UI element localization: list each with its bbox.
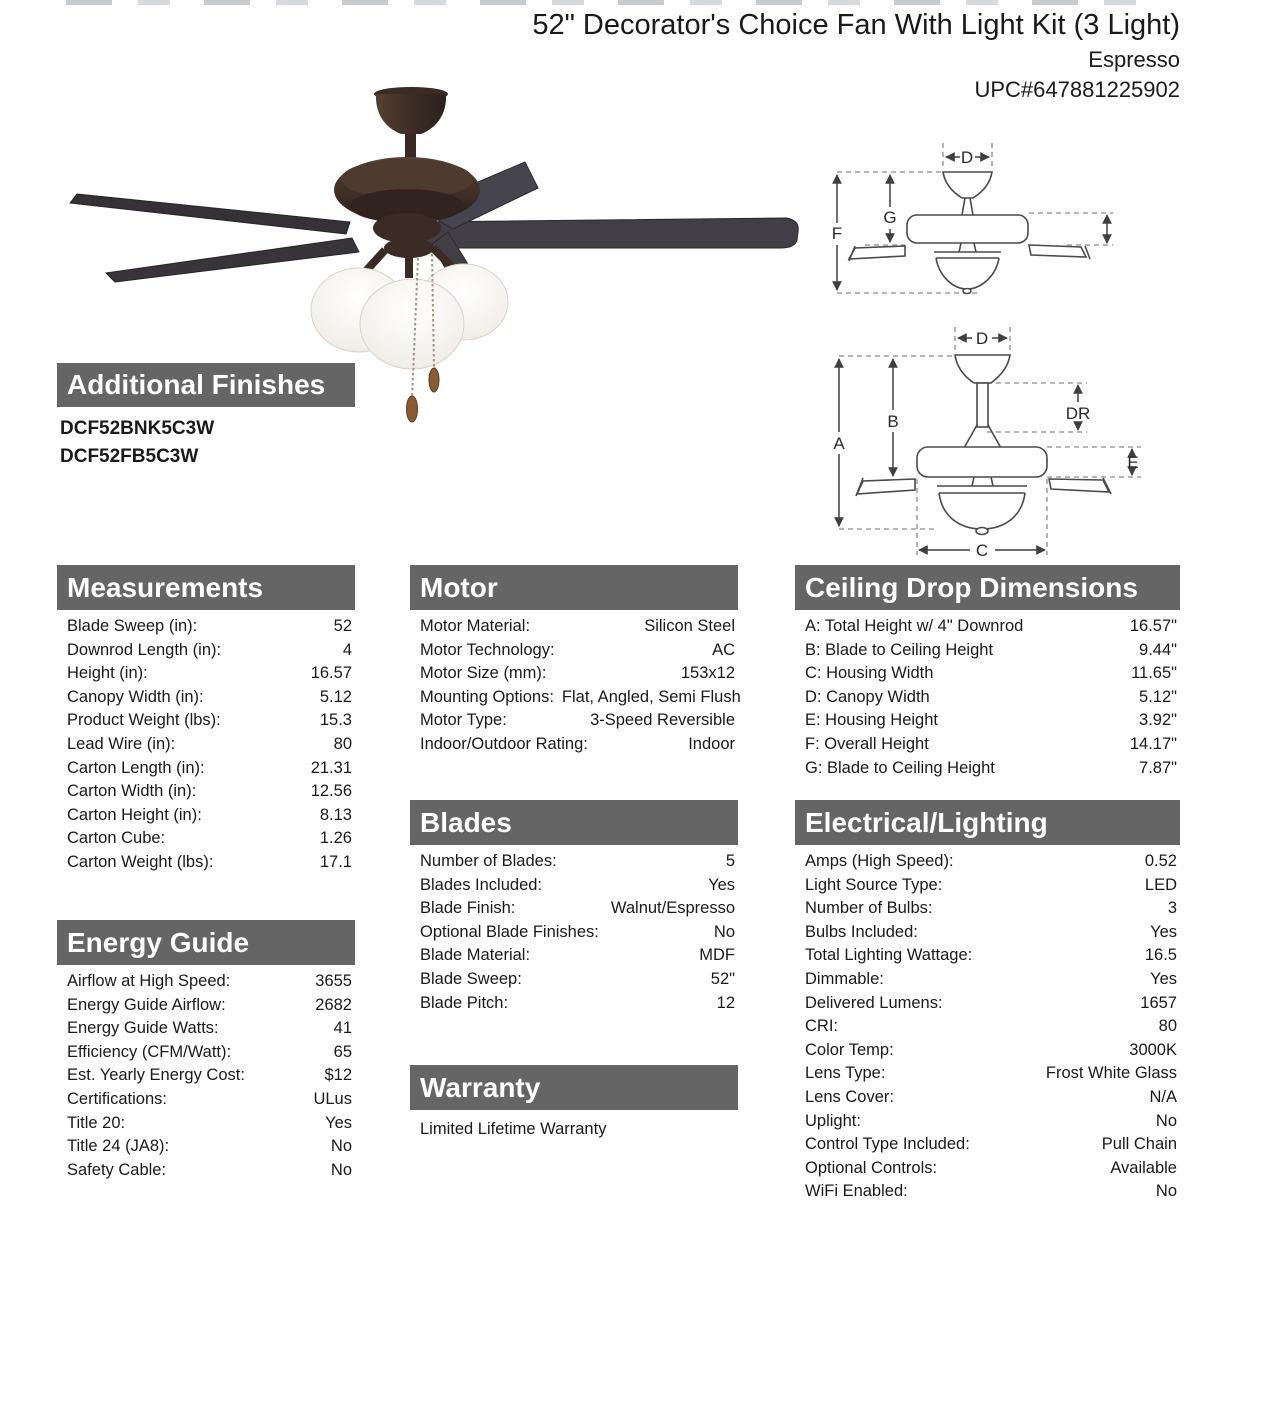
spec-row — [57, 1112, 355, 1136]
spec-value: 0.52 — [1144, 852, 1177, 870]
spec-value: 15.3 — [319, 711, 352, 730]
spec-label: Optional Blade Finishes: — [420, 922, 599, 941]
spec-row — [410, 992, 738, 1016]
spec-label: Lens Cover: — [805, 1087, 894, 1106]
spec-row — [57, 709, 355, 733]
motor-header: Motor — [410, 565, 738, 610]
spec-label: Indoor/Outdoor Rating: — [420, 734, 588, 753]
spec-row — [57, 804, 355, 828]
spec-value: 3 — [1167, 899, 1177, 918]
spec-row — [57, 1159, 355, 1183]
dim-label-f: F — [831, 224, 843, 243]
spec-label: Efficiency (CFM/Watt): — [67, 1042, 232, 1061]
spec-label: Total Lighting Wattage: — [805, 946, 973, 965]
spec-value: ULus — [313, 1089, 352, 1108]
spec-value: 11.65" — [1131, 664, 1177, 683]
spec-value: 7.87" — [1139, 758, 1177, 777]
blades-table — [410, 800, 738, 1015]
spec-row — [410, 733, 738, 757]
spec-label: Amps (High Speed): — [805, 852, 954, 870]
spec-label: Motor Material: — [420, 617, 531, 635]
spec-value: N/A — [1149, 1087, 1177, 1106]
spec-row — [57, 827, 355, 851]
spec-row — [410, 968, 738, 992]
spec-row — [57, 1135, 355, 1159]
spec-value: 16.57" — [1129, 617, 1177, 635]
additional-finishes-header: Additional Finishes — [57, 363, 355, 407]
spec-label: Delivered Lumens: — [805, 993, 943, 1012]
spec-value: 3655 — [315, 972, 352, 990]
spec-label: Carton Width (in): — [67, 782, 197, 801]
spec-value: 52 — [333, 617, 352, 635]
spec-label: Canopy Width (in): — [67, 687, 204, 706]
spec-value: No — [330, 1137, 352, 1156]
spec-label: Blade Finish: — [420, 899, 516, 918]
spec-value: 8.13 — [319, 805, 352, 824]
spec-label: Title 24 (JA8): — [67, 1137, 170, 1156]
spec-row — [795, 1180, 1180, 1204]
spec-value: 5 — [725, 852, 735, 870]
measurements-table — [57, 565, 355, 875]
spec-label: C: Housing Width — [805, 664, 934, 683]
spec-value: 2682 — [315, 995, 352, 1014]
spec-label: Motor Size (mm): — [420, 664, 547, 683]
spec-label: Blade Sweep: — [420, 969, 522, 988]
spec-row — [410, 709, 738, 733]
spec-value: AC — [712, 640, 735, 659]
spec-label: WiFi Enabled: — [805, 1182, 908, 1201]
dimension-diagram-downrod — [815, 322, 1235, 562]
spec-value: No — [330, 1160, 352, 1179]
measurements-header: Measurements — [57, 565, 355, 610]
spec-value: Silicon Steel — [644, 617, 735, 635]
spec-value: LED — [1144, 875, 1177, 894]
spec-row — [410, 850, 738, 874]
spec-value: Yes — [325, 1113, 352, 1132]
spec-row — [795, 757, 1180, 781]
spec-value: Indoor — [688, 734, 735, 753]
spec-value: 80 — [1158, 1017, 1177, 1036]
spec-row — [57, 757, 355, 781]
spec-value: 14.17" — [1129, 734, 1177, 753]
spec-row — [410, 874, 738, 898]
spec-row — [795, 1133, 1180, 1157]
spec-label: Title 20: — [67, 1113, 126, 1132]
spec-label: Motor Technology: — [420, 640, 555, 659]
spec-row — [57, 994, 355, 1018]
spec-value: 65 — [333, 1042, 352, 1061]
dim-label-a: A — [833, 434, 845, 453]
spec-row — [57, 662, 355, 686]
electrical-lighting-header: Electrical/Lighting — [795, 800, 1180, 845]
spec-row — [410, 662, 738, 686]
spec-row — [57, 1017, 355, 1041]
cropped-header-fragments — [66, 0, 1144, 5]
spec-value: Available — [1110, 1158, 1177, 1177]
spec-value: Walnut/Espresso — [610, 899, 735, 918]
spec-value: $12 — [324, 1066, 352, 1085]
dim-label-g: G — [883, 208, 897, 227]
spec-label: Height (in): — [67, 664, 148, 683]
spec-value: 12 — [716, 993, 735, 1012]
spec-row — [795, 921, 1180, 945]
spec-label: Lens Type: — [805, 1064, 886, 1083]
spec-label: Color Temp: — [805, 1040, 894, 1059]
spec-row — [795, 992, 1180, 1016]
spec-label: Energy Guide Airflow: — [67, 995, 226, 1014]
spec-value: 9.44" — [1139, 640, 1177, 659]
dim-label-c: C — [975, 541, 989, 560]
spec-label: G: Blade to Ceiling Height — [805, 758, 995, 777]
spec-value: No — [1155, 1111, 1177, 1130]
electrical-lighting-table — [795, 800, 1180, 1204]
spec-label: Light Source Type: — [805, 875, 943, 894]
spec-row — [795, 733, 1180, 757]
ceiling-drop-header: Ceiling Drop Dimensions — [795, 565, 1180, 610]
spec-label: Energy Guide Watts: — [67, 1019, 219, 1038]
model-number-list — [60, 415, 355, 471]
spec-label: CRI: — [805, 1017, 838, 1036]
spec-label: Downrod Length (in): — [67, 640, 222, 659]
spec-label: D: Canopy Width — [805, 687, 930, 706]
spec-label: E: Housing Height — [805, 711, 938, 730]
spec-label: Carton Cube: — [67, 829, 166, 848]
spec-row — [57, 686, 355, 710]
spec-row — [795, 1157, 1180, 1181]
warranty-text: Limited Lifetime Warranty — [420, 1120, 607, 1138]
ceiling-drop-table — [795, 565, 1180, 780]
spec-row — [57, 780, 355, 804]
spec-value: Yes — [708, 875, 735, 894]
spec-row — [57, 851, 355, 875]
spec-row — [410, 944, 738, 968]
spec-value: 52" — [710, 969, 735, 988]
spec-row — [410, 639, 738, 663]
spec-value: 21.31 — [310, 758, 352, 777]
spec-row — [795, 1086, 1180, 1110]
spec-value: 5.12" — [1139, 687, 1177, 706]
spec-row — [795, 874, 1180, 898]
spec-label: F: Overall Height — [805, 734, 929, 753]
spec-label: Est. Yearly Energy Cost: — [67, 1066, 245, 1085]
spec-value: 41 — [333, 1019, 352, 1038]
spec-label: Blade Sweep (in): — [67, 617, 198, 635]
product-title: 52" Decorator's Choice Fan With Light Kit (3 Light) — [532, 9, 1180, 41]
spec-label: Optional Controls: — [805, 1158, 938, 1177]
spec-label: Number of Bulbs: — [805, 899, 933, 918]
energy-guide-header: Energy Guide — [57, 920, 355, 965]
spec-label: Dimmable: — [805, 969, 884, 988]
spec-value: Yes — [1150, 969, 1177, 988]
spec-row — [795, 850, 1180, 874]
spec-label: Airflow at High Speed: — [67, 972, 231, 990]
spec-label: Carton Weight (lbs): — [67, 852, 214, 871]
product-upc: UPC#647881225902 — [974, 77, 1180, 102]
dimension-diagram-flush — [815, 133, 1235, 313]
spec-label: Safety Cable: — [67, 1160, 167, 1179]
spec-label: Number of Blades: — [420, 852, 557, 870]
model-number: DCF52BNK5C3W — [60, 418, 215, 439]
spec-value: Yes — [1150, 922, 1177, 941]
spec-label: Blade Material: — [420, 946, 531, 965]
spec-row — [795, 897, 1180, 921]
spec-value: 4 — [342, 640, 352, 659]
spec-value: 5.12 — [319, 687, 352, 706]
motor-table — [410, 565, 741, 757]
spec-value: No — [713, 922, 735, 941]
spec-row — [57, 1041, 355, 1065]
spec-label: Bulbs Included: — [805, 922, 918, 941]
dim-label-d: D — [960, 148, 974, 167]
spec-label: Carton Length (in): — [67, 758, 205, 777]
spec-row — [57, 1088, 355, 1112]
spec-row — [795, 968, 1180, 992]
dim-label-dr: DR — [1065, 404, 1091, 423]
spec-label: B: Blade to Ceiling Height — [805, 640, 994, 659]
spec-row — [795, 662, 1180, 686]
dim-label-b: B — [887, 412, 899, 431]
spec-row — [57, 733, 355, 757]
spec-row — [57, 615, 355, 639]
product-finish: Espresso — [1088, 47, 1180, 72]
spec-value: 16.5 — [1144, 946, 1177, 965]
spec-label: Lead Wire (in): — [67, 734, 176, 753]
spec-value: 1.26 — [319, 829, 352, 848]
dim-label-d2: D — [975, 329, 989, 348]
spec-value: MDF — [699, 946, 735, 965]
spec-row — [795, 944, 1180, 968]
spec-value: 3-Speed Reversible — [590, 711, 735, 730]
warranty-header: Warranty — [410, 1065, 738, 1110]
dim-label-e: E — [1127, 453, 1139, 472]
warranty-table — [410, 1065, 738, 1141]
spec-row — [795, 1110, 1180, 1134]
spec-label: Uplight: — [805, 1111, 861, 1130]
spec-label: Carton Height (in): — [67, 805, 202, 824]
spec-value: Frost White Glass — [1045, 1064, 1177, 1083]
spec-value: 17.1 — [319, 852, 352, 871]
spec-row — [410, 615, 738, 639]
spec-label: Motor Type: — [420, 711, 507, 730]
spec-label: A: Total Height w/ 4" Downrod — [805, 617, 1024, 635]
spec-label: Certifications: — [67, 1089, 167, 1108]
spec-value: 3000K — [1129, 1040, 1177, 1059]
spec-value: Pull Chain — [1101, 1135, 1177, 1154]
spec-row — [795, 1062, 1180, 1086]
spec-row — [410, 921, 738, 945]
spec-value: 1657 — [1140, 993, 1177, 1012]
spec-row — [57, 1064, 355, 1088]
spec-row — [410, 686, 741, 710]
spec-value: No — [1155, 1182, 1177, 1201]
spec-row — [57, 970, 355, 994]
additional-finishes-section — [57, 363, 355, 471]
spec-label: Blade Pitch: — [420, 993, 509, 1012]
spec-label: Blades Included: — [420, 875, 543, 894]
model-number: DCF52FB5C3W — [60, 446, 199, 467]
spec-row — [795, 709, 1180, 733]
spec-value: 153x12 — [680, 664, 735, 683]
spec-value: 3.92" — [1139, 711, 1177, 730]
spec-row — [795, 615, 1180, 639]
spec-label: Product Weight (lbs): — [67, 711, 221, 730]
spec-row — [795, 639, 1180, 663]
spec-value: 80 — [333, 734, 352, 753]
spec-label: Control Type Included: — [805, 1135, 970, 1154]
spec-value: Flat, Angled, Semi Flush — [561, 687, 741, 706]
spec-value: 16.57 — [310, 664, 352, 683]
spec-row — [795, 1039, 1180, 1063]
energy-guide-table — [57, 920, 355, 1182]
blades-header: Blades — [410, 800, 738, 845]
spec-row — [57, 639, 355, 663]
spec-label: Mounting Options: — [420, 687, 554, 706]
spec-row — [410, 897, 738, 921]
spec-row — [795, 1015, 1180, 1039]
spec-value: 12.56 — [310, 782, 352, 801]
spec-row — [795, 686, 1180, 710]
